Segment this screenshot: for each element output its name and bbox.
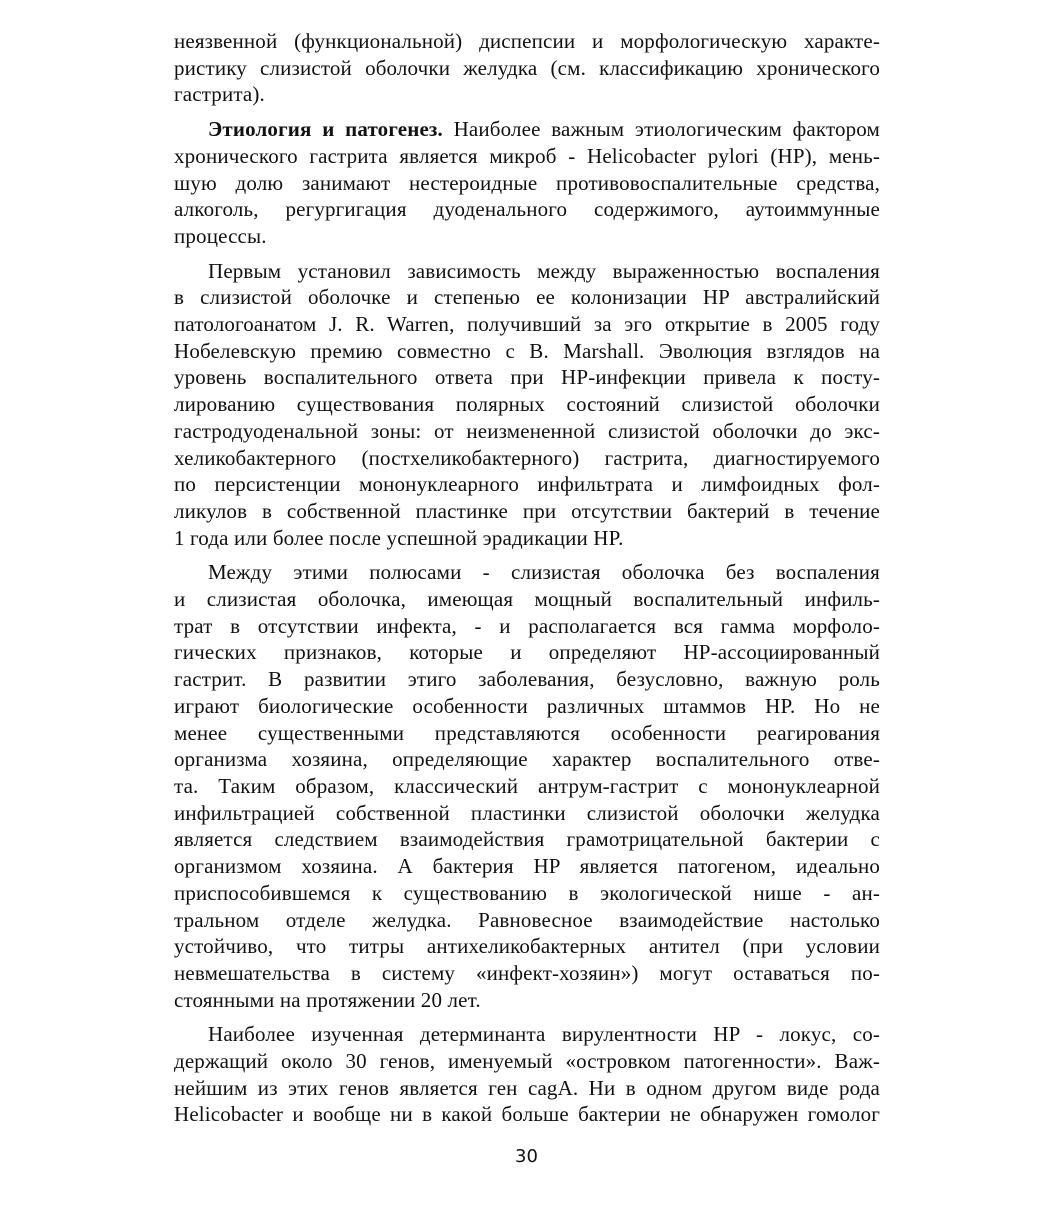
text-line: алкоголь, регургигация дуоденального содержимого, аутоиммунные [174, 197, 880, 222]
section-heading: Этиология и патогенез. [208, 117, 443, 142]
text-line: та. Таким образом, классический антрум-гастрит с мононуклеарной [174, 773, 880, 798]
text-line: стоянными на протяжении 20 лет. [174, 987, 481, 1012]
paragraph-poles [174, 559, 880, 1013]
text-line: организма хозяина, определяющие характер воспалительного отве- [174, 747, 880, 772]
text-line: шую долю занимают нестероидные противовоспалительные средства, [174, 170, 880, 195]
paragraph-etiology [174, 116, 880, 250]
text-line: в слизистой оболочке и степенью ее колонизации HP австралийский [174, 285, 880, 310]
text-line: гастрит. В развитии этиго заболевания, безусловно, важную роль [174, 667, 880, 692]
paragraph-continuation [174, 28, 880, 108]
text-line: уровень воспалительного ответа при HP-инфекции привела к посту- [174, 365, 880, 390]
text-line: Первым установил зависимость между выраженностью воспаления [208, 258, 880, 283]
text-line: приспособившемся к существованию в экологической нише - ан- [174, 880, 880, 905]
text-line: гастрита). [174, 82, 265, 107]
text-line: Нобелевскую премию совместно с B. Marshall. Эволюция взглядов на [174, 338, 880, 363]
paragraph-gap [174, 1013, 880, 1021]
text-line: патологоанатом J. R. Warren, получивший за эго открытие в 2005 году [174, 312, 880, 337]
text-line: гастродуоденальной зоны: от неизмененной слизистой оболочки до экс- [174, 418, 880, 443]
text-line: и слизистая оболочка, имеющая мощный воспалительный инфиль- [174, 587, 880, 612]
paragraph-gap [174, 108, 880, 116]
text-line: держащий около 30 генов, именуемый «островком патогенности». Важ- [174, 1049, 880, 1074]
text-line: трат в отсутствии инфекта, - и располагается вся гамма морфоло- [174, 613, 880, 638]
text-line: инфильтрацией собственной пластинки слизистой оболочки желудка [174, 800, 880, 825]
text-line: организмом хозяина. А бактерия HP является патогеном, идеально [174, 854, 880, 879]
text-line: хронического гастрита является микроб - Helicobacter pylori (HP), мень- [174, 143, 880, 168]
paragraph-gap [174, 551, 880, 559]
text-line: лированию существования полярных состояний слизистой оболочки [174, 392, 880, 417]
text-line: Между этими полюсами - слизистая оболочка без воспаления [208, 560, 880, 585]
text-line: устойчиво, что титры антихеликобактерных антител (при условии [174, 934, 880, 959]
document-page [174, 28, 880, 1128]
text-line: играют биологические особенности различных штаммов HP. Но не [174, 693, 880, 718]
text-line: Helicobacter и вообще ни в какой больше бактерии не обнаружен гомолог [174, 1102, 880, 1127]
page-number: 30 [515, 1146, 538, 1167]
text-line: тральном отделе желудка. Равновесное взаимодействие настолько [174, 907, 880, 932]
text-line: нейшим из этих генов является ген cagA. Ни в одном другом виде рода [174, 1075, 880, 1100]
text-line: 1 года или более после успешной эрадикации HP. [174, 525, 624, 550]
text-line: ликулов в собственной пластинке при отсутствии бактерий в течение [174, 498, 880, 523]
text-line: ристику слизистой оболочки желудка (см. классификацию хронического [174, 55, 880, 80]
text-line: по персистенции мононуклеарного инфильтрата и лимфоидных фол- [174, 472, 880, 497]
text-line: невмешательства в систему «инфект-хозяин») могут оставаться по- [174, 960, 880, 985]
text-line [174, 116, 880, 143]
text-line: гических признаков, которые и определяют HP-ассоциированный [174, 640, 880, 665]
text-line: хеликобактерного (постхеликобактерного) гастрита, диагностируемого [174, 445, 880, 470]
paragraph-gap [174, 250, 880, 258]
paragraph-caga [174, 1021, 880, 1128]
text-line: Наиболее изученная детерминанта вирулентности HP - локус, со- [208, 1022, 880, 1047]
text-line: менее существенными представляются особенности реагирования [174, 720, 880, 745]
text-run: Наиболее важным этиологическим фактором [442, 117, 880, 142]
text-line: является следствием взаимодействия грамотрицательной бактерии с [174, 827, 880, 852]
paragraph-warren [174, 258, 880, 552]
text-line: неязвенной (функциональной) диспепсии и морфологическую характе- [174, 29, 880, 53]
text-line: процессы. [174, 223, 267, 248]
